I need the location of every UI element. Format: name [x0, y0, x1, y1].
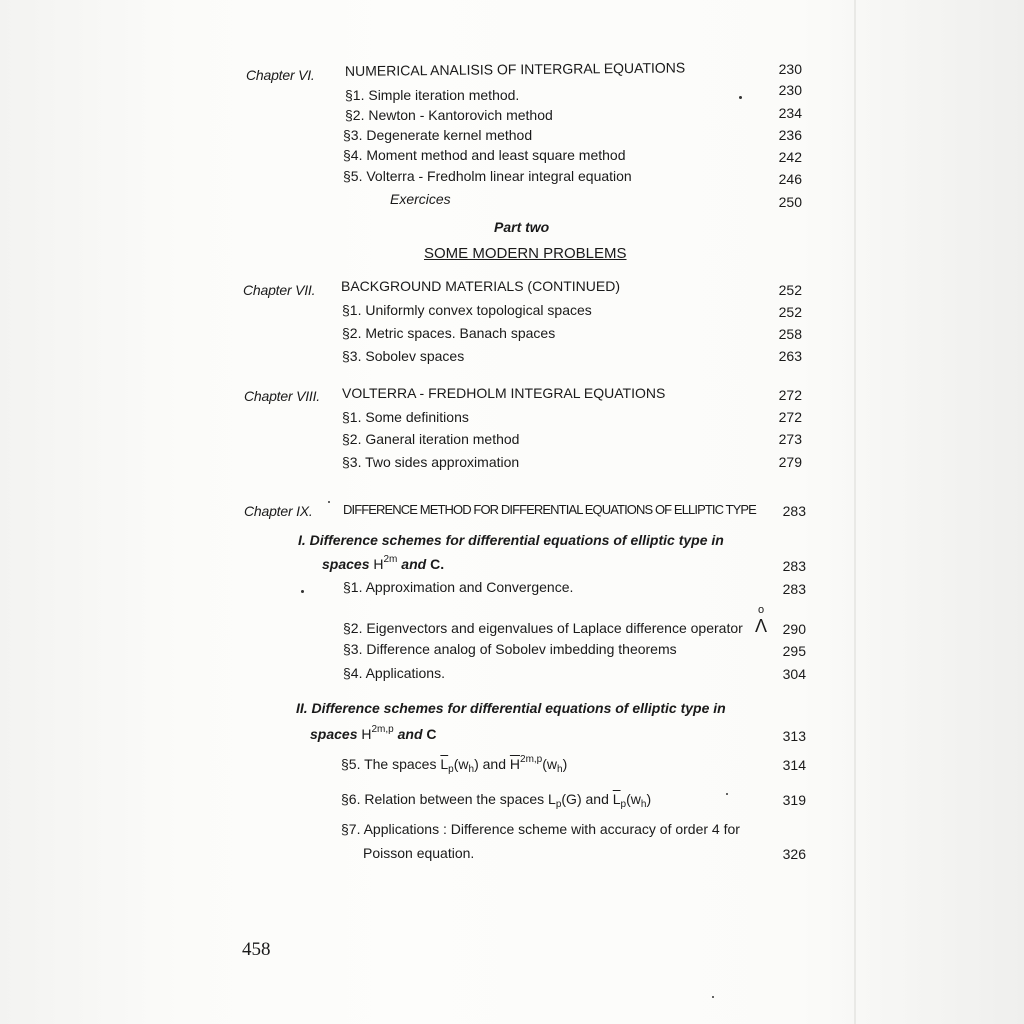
- chapter-6-item-1: §1. Simple iteration method.: [345, 87, 520, 103]
- chapter-6-title: NUMERICAL ANALISIS OF INTERGRAL EQUATIONS: [344, 59, 686, 79]
- page-edge-shadow: [854, 0, 856, 1024]
- chapter-8-title: VOLTERRA - FREDHOLM INTEGRAL EQUATIONS: [342, 385, 666, 401]
- chapter-9-item-1: §1. Approximation and Convergence.: [343, 579, 574, 595]
- section-2-heading-line2: spaces $H^{2m,p}$ and C: [310, 724, 437, 742]
- chapter-7-item-2: §2. Metric spaces. Banach spaces: [342, 325, 556, 341]
- chapter-9-item-2-page: 290: [782, 621, 806, 637]
- chapter-9-item-1-page: 283: [782, 581, 806, 597]
- chapter-8-item-1-page: 272: [778, 409, 802, 425]
- chapter-7-title: BACKGROUND MATERIALS (CONTINUED): [341, 278, 620, 294]
- speck: [328, 501, 330, 503]
- chapter-6-item-4: §4. Moment method and least square method: [343, 147, 626, 163]
- speck: [712, 996, 714, 998]
- chapter-7-item-1-page: 252: [778, 304, 802, 320]
- chapter-9-title: DIFFERENCE METHOD FOR DIFFERENTIAL EQUATIONS OF ELLIPTIC TYPE: [343, 502, 756, 517]
- chapter-6-item-2-page: 234: [778, 105, 802, 121]
- speck: [726, 793, 728, 795]
- chapter-9-item-3: §3. Difference analog of Sobolev imbedding theorems: [343, 641, 677, 657]
- chapter-7-item-1: §1. Uniformly convex topological spaces: [342, 302, 592, 318]
- chapter-7-label: Chapter VII.: [243, 282, 316, 298]
- chapter-8-item-2-page: 273: [778, 431, 802, 447]
- chapter-6-item-4-page: 242: [778, 149, 802, 165]
- chapter-7-page: 252: [778, 282, 802, 298]
- section-2-heading-line1: II. Difference schemes for differential equations of elliptic type in: [296, 700, 726, 716]
- chapter-9-item-7-line1: §7. Applications : Difference scheme with accuracy of order 4 for: [341, 821, 740, 837]
- chapter-8-page: 272: [778, 387, 802, 403]
- chapter-8-item-2: §2. Ganeral iteration method: [342, 431, 520, 447]
- chapter-6-item-5: §5. Volterra - Fredholm linear integral equation: [343, 168, 632, 184]
- chapter-6-item-3: §3. Degenerate kernel method: [343, 127, 533, 143]
- chapter-8-item-3-page: 279: [778, 454, 802, 470]
- chapter-6-exercises-page: 250: [778, 194, 802, 210]
- chapter-8-item-1: §1. Some definitions: [342, 409, 469, 425]
- chapter-9-item-2: §2. Eigenvectors and eigenvalues of Laplace difference operator: [343, 620, 743, 636]
- chapter-9-label: Chapter IX.: [244, 503, 313, 519]
- speck: [301, 590, 304, 593]
- chapter-9-item-7-page: 326: [782, 846, 806, 862]
- section-1-heading-line1: I. Difference schemes for differential equations of elliptic type in: [298, 532, 724, 548]
- chapter-6-page: 230: [778, 61, 802, 77]
- section-1-heading-line2: spaces $H^{2m}$ and C.: [322, 554, 445, 572]
- chapter-9-item-5-page: 314: [782, 757, 806, 773]
- chapter-6-item-2: §2. Newton - Kantorovich method: [345, 107, 553, 123]
- chapter-9-item-6-page: 319: [782, 792, 806, 808]
- chapter-6-item-3-page: 236: [778, 127, 802, 143]
- chapter-9-item-6: §6. Relation between the spaces $L_p(G)$ and $\overline{L}_p(w_h)$: [341, 791, 652, 810]
- speck: [739, 96, 742, 99]
- section-2-page: 313: [782, 728, 806, 744]
- chapter-8-item-3: §3. Two sides approximation: [342, 454, 520, 470]
- chapter-7-item-3: §3. Sobolev spaces: [342, 348, 465, 364]
- page-number: 458: [242, 939, 271, 960]
- chapter-9-page: 283: [782, 503, 806, 519]
- chapter-9-item-7-line2: Poisson equation.: [363, 845, 475, 861]
- part-two-heading: SOME MODERN PROBLEMS: [424, 245, 627, 262]
- chapter-6-item-1-page: 230: [778, 82, 802, 98]
- chapter-6-exercises: Exercices: [390, 191, 451, 207]
- laplace-operator-symbol: Λ: [755, 616, 768, 636]
- chapter-6-label: Chapter VI.: [246, 67, 315, 83]
- chapter-9-item-4-page: 304: [782, 666, 806, 682]
- operator-ring-mark: o: [758, 604, 765, 616]
- chapter-7-item-2-page: 258: [778, 326, 802, 342]
- chapter-7-item-3-page: 263: [778, 348, 802, 364]
- chapter-6-item-5-page: 246: [778, 171, 802, 187]
- section-1-page: 283: [782, 558, 806, 574]
- part-two-label: Part two: [494, 219, 550, 235]
- chapter-9-item-3-page: 295: [782, 643, 806, 659]
- chapter-9-item-5: §5. The spaces $\overline{L}_p(w_h)$ and $\overline{H}^{2m,p}(w_h)$: [341, 754, 568, 775]
- chapter-8-label: Chapter VIII.: [244, 388, 320, 404]
- chapter-9-item-4: §4. Applications.: [343, 665, 445, 681]
